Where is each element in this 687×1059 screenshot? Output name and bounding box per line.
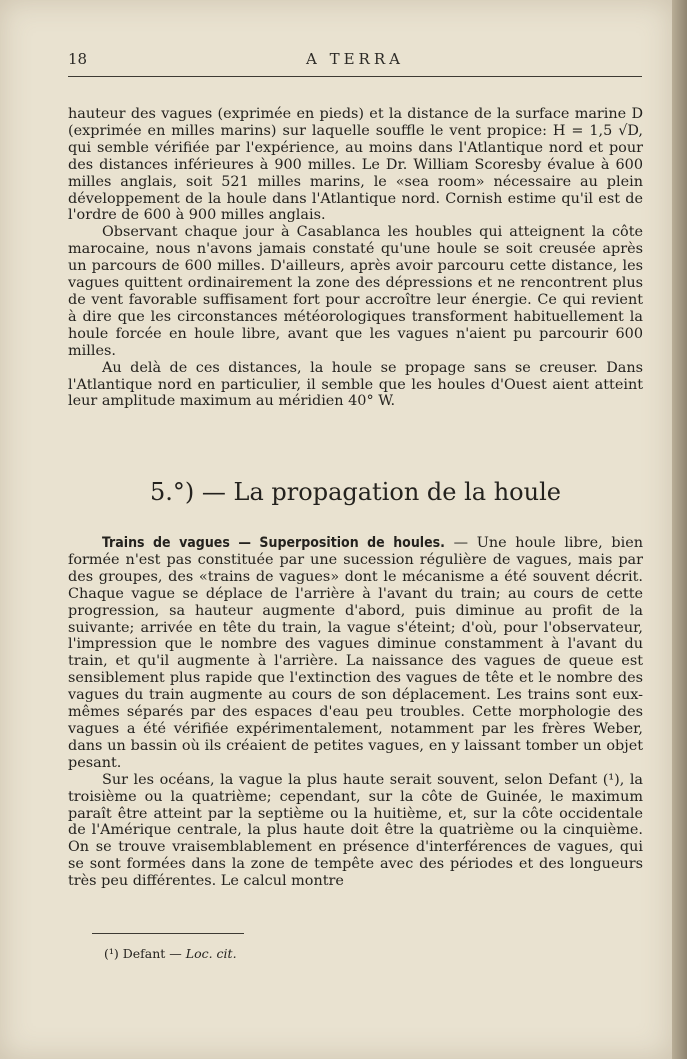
paragraph-text: — Une houle libre, bien formée n'est pas constituée par une sucession régulière de vagues, mais par des groupes, des «trains de vagues» dont le mécanisme a été souvent décrit. Chaque vague se déplace de l'arrière à l'avant du train; au cours de cette progression, sa hauteur augmente d'abord, puis diminue au profit de la suivante; arrivée en tête du train, la vague s'éteint; d'où, pour l'observateur, l'impression que le nombre des vagues diminue constamment à l'avant du train, et qu'il augmente à l'arrière. La naissance des vagues de queue est sensiblement plus rapide que l'extinction des vagues de tête et le nombre des vagues du train augmente au cours de son déplacement. Les trains sont eux-mêmes séparés par des espaces d'eau peu troubles. Cette morphologie des vagues a été vérifiée expérimentalement, notamment par les frères Weber, dans un bassin où ils créaient de petites vagues, en y laissant tomber un objet pesant. (68, 535, 643, 771)
page-header (68, 50, 642, 74)
footnote (104, 946, 237, 961)
section-text-1 (68, 106, 643, 410)
paragraph: Sur les océans, la vague la plus haute serait souvent, selon Defant (¹), la troisième ou la quatrième; cependant, sur la côte de Guinée, le maximum paraît être atteint par la septième ou la huitième, et, sur la côte occidentale de l'Amérique centrale, la plus haute doit être la quatrième ou la cinquième. On se trouve vraisemblablement en présence d'interférences de vagues, qui se sont formées dans la zone de tempête avec des périodes et des longueurs très peu différentes. Le calcul montre (68, 771, 643, 890)
running-title: A TERRA (306, 50, 404, 68)
footnote-rule (92, 933, 244, 934)
footnote-marker: (¹) (104, 946, 119, 961)
section-text-2 (68, 535, 643, 890)
paragraph: Observant chaque jour à Casablanca les houbles qui atteignent la côte marocaine, nous n'avons jamais constaté qu'une houle se soit creusée après un parcours de 600 milles. D'ailleurs, après avoir parcouru cette distance, les vagues quittent ordinairement la zone des dépressions et ne rencontrent plus de vent favorable suffisament fort pour accroître leur énergie. Ce qui revient à dire que les circonstances météorologiques transforment habituellement la houle forcée en houle libre, avant que les vagues n'aient pu parcourir 600 milles. (68, 224, 643, 359)
footnote-reference: Loc. cit. (185, 946, 237, 961)
page-binding-edge (672, 0, 687, 1059)
paragraph: hauteur des vagues (exprimée en pieds) et la distance de la surface marine D (exprimée en milles marins) sur laquelle souffle le vent propice: H = 1,5 √D, qui semble vérifiée par l'expérience, au moins dans l'Atlantique nord et pour des distances inférieures à 900 milles. Le Dr. William Scoresby évalue à 600 milles anglais, soit 521 milles marins, le «sea room» nécessaire au plein développement de la houle dans l'Atlantique nord. Cornish estime qu'il est de l'ordre de 600 à 900 milles anglais. (68, 106, 643, 224)
page-number: 18 (68, 50, 88, 68)
paragraph (68, 535, 643, 772)
section-heading: 5.°) — La propagation de la houle (150, 478, 561, 506)
header-rule (68, 76, 642, 77)
paragraph: Au delà de ces distances, la houle se propage sans se creuser. Dans l'Atlantique nord en particulier, il semble que les houles d'Ouest aient atteint leur amplitude maximum au méridien 40° W. (68, 359, 643, 410)
footnote-author: Defant — (122, 946, 182, 961)
runin-heading: Trains de vagues — Superposition de houles. (102, 535, 445, 551)
